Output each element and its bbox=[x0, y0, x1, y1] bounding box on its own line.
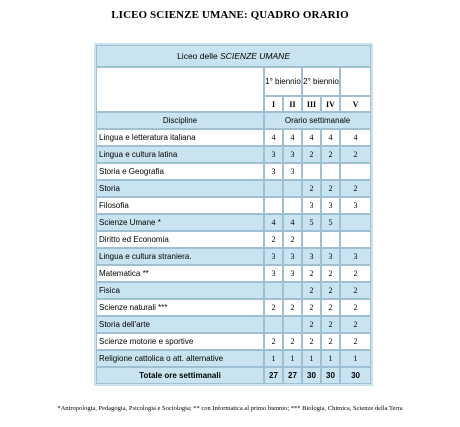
hours-cell: 1 bbox=[283, 350, 302, 367]
hours-cell: 3 bbox=[283, 265, 302, 282]
discipline-name: Religione cattolica o att. alternative bbox=[96, 350, 264, 367]
hours-cell: 3 bbox=[321, 197, 340, 214]
hours-cell: 2 bbox=[302, 299, 321, 316]
hours-cell: 2 bbox=[302, 316, 321, 333]
hours-cell bbox=[340, 231, 371, 248]
schedule-table bbox=[94, 43, 373, 386]
hours-cell bbox=[302, 231, 321, 248]
table-row bbox=[96, 163, 371, 180]
orario-header: Orario settimanale bbox=[264, 112, 371, 129]
discipline-name: Filosofia bbox=[96, 197, 264, 214]
table-row bbox=[96, 129, 371, 146]
total-cell: 30 bbox=[302, 367, 321, 384]
discipline-name: Storia e Geografia bbox=[96, 163, 264, 180]
hours-cell: 2 bbox=[340, 299, 371, 316]
year-label: V bbox=[340, 96, 371, 112]
hours-cell bbox=[264, 197, 283, 214]
discipline-name: Storia bbox=[96, 180, 264, 197]
hours-cell: 5 bbox=[302, 214, 321, 231]
hours-cell: 4 bbox=[302, 129, 321, 146]
biennio-1-label: 1° biennio bbox=[264, 67, 302, 96]
hours-cell bbox=[264, 282, 283, 299]
table-row bbox=[96, 146, 371, 163]
discipline-header: Discipline bbox=[96, 112, 264, 129]
hours-cell: 2 bbox=[302, 180, 321, 197]
hours-cell: 2 bbox=[340, 282, 371, 299]
hours-cell: 2 bbox=[264, 333, 283, 350]
hours-cell: 2 bbox=[302, 282, 321, 299]
total-cell: 30 bbox=[340, 367, 371, 384]
hours-cell bbox=[302, 163, 321, 180]
discipline-name: Lingua e cultura straniera. bbox=[96, 248, 264, 265]
table-header-prefix: Liceo delle bbox=[177, 51, 221, 61]
hours-cell bbox=[283, 316, 302, 333]
hours-cell: 2 bbox=[321, 299, 340, 316]
hours-cell: 5 bbox=[321, 214, 340, 231]
hours-cell bbox=[264, 180, 283, 197]
table-row bbox=[96, 282, 371, 299]
hours-cell: 3 bbox=[283, 146, 302, 163]
hours-cell: 4 bbox=[340, 129, 371, 146]
table-row bbox=[96, 333, 371, 350]
hours-cell: 3 bbox=[264, 265, 283, 282]
discipline-name: Scienze motorie e sportive bbox=[96, 333, 264, 350]
hours-cell: 3 bbox=[302, 197, 321, 214]
hours-cell: 2 bbox=[302, 265, 321, 282]
hours-cell: 4 bbox=[283, 214, 302, 231]
discipline-name: Storia dell'arte bbox=[96, 316, 264, 333]
hours-cell: 2 bbox=[321, 333, 340, 350]
hours-cell: 2 bbox=[283, 231, 302, 248]
hours-cell: 2 bbox=[302, 146, 321, 163]
hours-cell: 3 bbox=[340, 248, 371, 265]
hours-cell: 3 bbox=[302, 248, 321, 265]
hours-cell: 4 bbox=[264, 214, 283, 231]
discipline-name: Scienze naturali *** bbox=[96, 299, 264, 316]
year-label: IV bbox=[321, 96, 340, 112]
discipline-name: Fisica bbox=[96, 282, 264, 299]
table-header bbox=[96, 45, 371, 67]
hours-cell: 3 bbox=[264, 248, 283, 265]
year-label: III bbox=[302, 96, 321, 112]
hours-cell: 2 bbox=[283, 333, 302, 350]
total-row bbox=[96, 367, 371, 384]
hours-cell: 1 bbox=[264, 350, 283, 367]
hours-cell: 2 bbox=[264, 299, 283, 316]
table-row bbox=[96, 299, 371, 316]
hours-cell: 3 bbox=[264, 163, 283, 180]
hours-cell: 2 bbox=[340, 265, 371, 282]
hours-cell: 4 bbox=[283, 129, 302, 146]
hours-cell: 3 bbox=[321, 248, 340, 265]
hours-cell: 3 bbox=[283, 248, 302, 265]
total-cell: 27 bbox=[264, 367, 283, 384]
hours-cell: 2 bbox=[321, 180, 340, 197]
total-cell: 27 bbox=[283, 367, 302, 384]
year-label: I bbox=[264, 96, 283, 112]
hours-cell: 2 bbox=[321, 265, 340, 282]
discipline-name: Matematica ** bbox=[96, 265, 264, 282]
year-label: II bbox=[283, 96, 302, 112]
discipline-name: Scienze Umane * bbox=[96, 214, 264, 231]
table-header-emphasis: SCIENZE UMANE bbox=[220, 51, 290, 61]
hours-cell: 1 bbox=[340, 350, 371, 367]
table-row bbox=[96, 248, 371, 265]
hours-cell bbox=[340, 163, 371, 180]
hours-cell bbox=[283, 180, 302, 197]
table-row bbox=[96, 316, 371, 333]
hours-cell bbox=[340, 214, 371, 231]
hours-cell: 2 bbox=[321, 282, 340, 299]
table-row bbox=[96, 350, 371, 367]
table-row bbox=[96, 231, 371, 248]
discipline-name: Diritto ed Economia bbox=[96, 231, 264, 248]
subheader-row bbox=[96, 112, 371, 129]
hours-cell: 3 bbox=[283, 163, 302, 180]
hours-cell: 2 bbox=[321, 146, 340, 163]
biennio-2-label: 2° biennio bbox=[302, 67, 340, 96]
footnote: *Antropologia, Pedagogia, Psicologia e Sociologia; ** con Informatica al primo biennio; *** Biologia, Chimica, Scienze della Terra bbox=[57, 405, 403, 412]
discipline-name: Lingua e cultura latina bbox=[96, 146, 264, 163]
table-row bbox=[96, 214, 371, 231]
hours-cell: 2 bbox=[340, 180, 371, 197]
hours-cell: 4 bbox=[264, 129, 283, 146]
hours-cell: 3 bbox=[340, 197, 371, 214]
hours-cell: 4 bbox=[321, 129, 340, 146]
hours-cell: 1 bbox=[321, 350, 340, 367]
table-row bbox=[96, 180, 371, 197]
total-label: Totale ore settimanali bbox=[96, 367, 264, 384]
hours-cell: 1 bbox=[302, 350, 321, 367]
hours-cell: 2 bbox=[321, 316, 340, 333]
hours-cell: 3 bbox=[264, 146, 283, 163]
hours-cell: 2 bbox=[302, 333, 321, 350]
hours-cell bbox=[321, 231, 340, 248]
hours-cell: 2 bbox=[264, 231, 283, 248]
hours-cell: 2 bbox=[340, 316, 371, 333]
discipline-name: Lingua e letteratura italiana bbox=[96, 129, 264, 146]
hours-cell: 2 bbox=[340, 333, 371, 350]
biennio-row bbox=[96, 67, 371, 96]
blank-corner-cell bbox=[96, 67, 264, 112]
total-cell: 30 bbox=[321, 367, 340, 384]
hours-cell bbox=[321, 163, 340, 180]
page-title: LICEO SCIENZE UMANE: QUADRO ORARIO bbox=[111, 9, 349, 21]
table-row bbox=[96, 197, 371, 214]
blank-year-cell bbox=[340, 67, 371, 96]
hours-cell bbox=[283, 282, 302, 299]
hours-cell bbox=[283, 197, 302, 214]
hours-cell: 2 bbox=[340, 146, 371, 163]
hours-cell: 2 bbox=[283, 299, 302, 316]
hours-cell bbox=[264, 316, 283, 333]
table-row bbox=[96, 265, 371, 282]
table-header-row bbox=[96, 45, 371, 67]
